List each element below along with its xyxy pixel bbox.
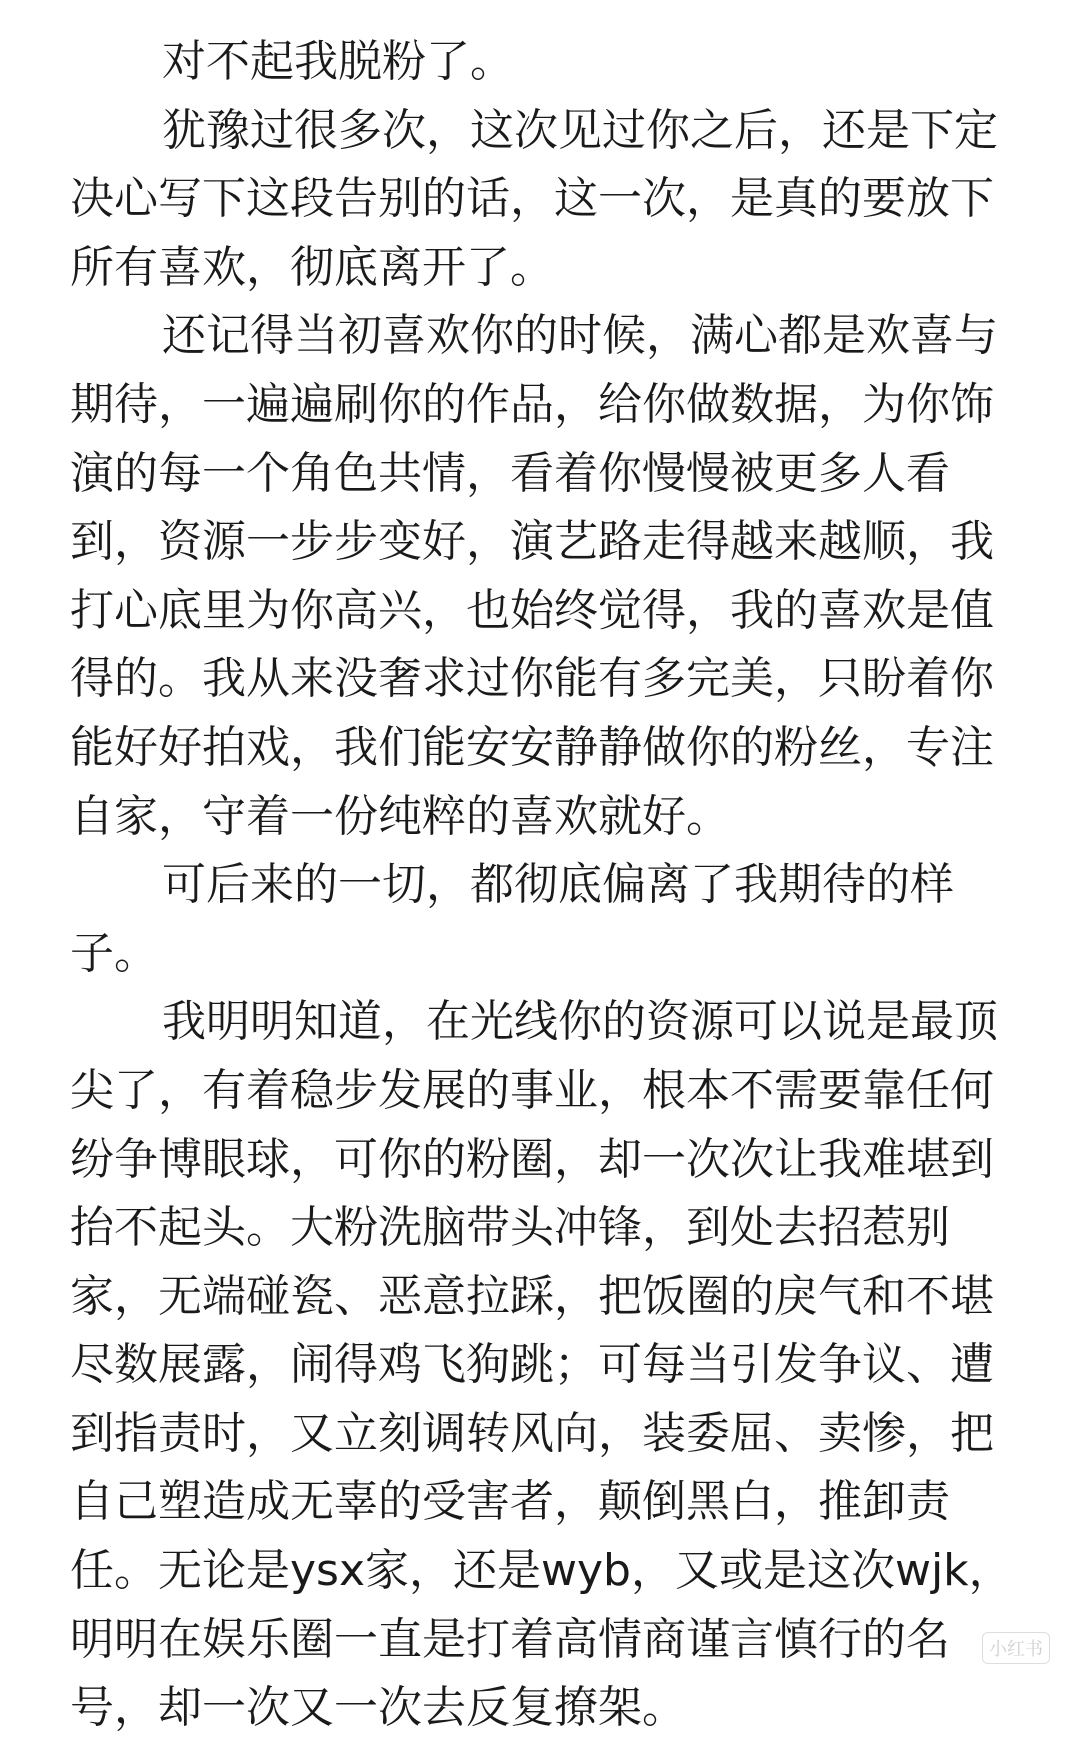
article-body xyxy=(70,28,1030,1743)
paragraph: 犹豫过很多次，这次见过你之后，还是下定决心写下这段告别的话，这一次，是真的要放下所有喜欢，彻底离开了。 xyxy=(70,104,998,293)
paragraph: 还记得当初喜欢你的时候，满心都是欢喜与期待，一遍遍刷你的作品，给你做数据，为你饰演的每一个角色共情，看着你慢慢被更多人看到，资源一步步变好，演艺路走得越来越顺，我打心底里为你高兴，也始终觉得，我的喜欢是值得的。我从来没奢求过你能有多完美，只盼着你能好好拍戏，我们能安安静静做你的粉丝，专注自家，守着一份纯粹的喜欢就好。 xyxy=(70,310,998,842)
paragraph: 对不起我脱粉了。 xyxy=(162,36,514,87)
watermark-logo: 小红书 xyxy=(982,1632,1050,1664)
paragraph: 我明明知道，在光线你的资源可以说是最顶尖了，有着稳步发展的事业，根本不需要靠任何纷争博眼球，可你的粉圈，却一次次让我难堪到抬不起头。大粉洗脑带头冲锋，到处去招惹别家，无端碰瓷、恶意拉踩，把饭圈的戾气和不堪尽数展露，闹得鸡飞狗跳；可每当引发争议、遭到指责时，又立刻调转风向，装委屈、卖惨，把自己塑造成无辜的受害者，颠倒黑白，推卸责任。无论是ysx家，还是wyb，又或是这次wjk，明明在娱乐圈一直是打着高情商谨言慎行的名号，却一次又一次去反复撩架。 xyxy=(70,996,1013,1734)
paragraph: 可后来的一切，都彻底偏离了我期待的样子。 xyxy=(70,859,954,979)
